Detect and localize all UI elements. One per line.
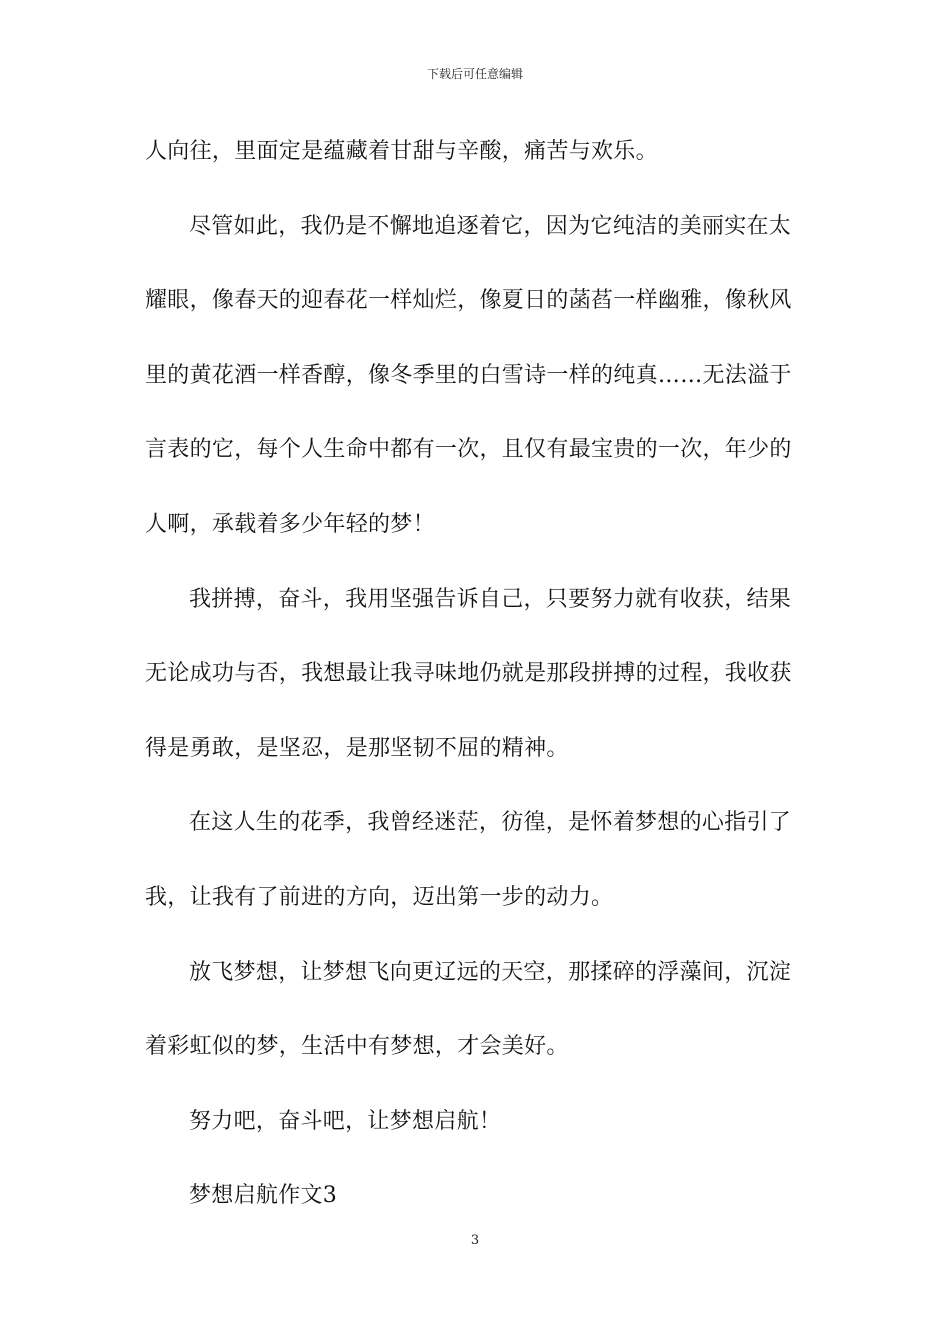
text-line: 里的黄花酒一样香醇，像冬季里的白雪诗一样的纯真……无法溢于 — [145, 362, 792, 388]
text-line: 言表的它，每个人生命中都有一次，且仅有最宝贵的一次，年少的 — [145, 437, 792, 463]
section-heading: 梦想启航作文3 — [189, 1183, 338, 1209]
document-body — [145, 128, 810, 1247]
text-line: 在这人生的花季，我曾经迷茫，彷徨，是怀着梦想的心指引了 — [189, 810, 792, 836]
text-line: 放飞梦想，让梦想飞向更辽远的天空，那揉碎的浮藻间，沉淀 — [189, 959, 792, 985]
text-line: 得是勇敢，是坚忍，是那坚韧不屈的精神。 — [145, 735, 569, 761]
text-line: 我拼搏，奋斗，我用坚强告诉自己，只要努力就有收获，结果 — [189, 586, 792, 612]
text-line: 着彩虹似的梦，生活中有梦想，才会美好。 — [145, 1034, 569, 1060]
text-line: 无论成功与否，我想最让我寻味地仍就是那段拼搏的过程，我收获 — [145, 661, 792, 687]
text-line: 人啊，承载着多少年轻的梦！ — [145, 511, 435, 537]
text-line: 耀眼，像春天的迎春花一样灿烂，像夏日的菡萏一样幽雅，像秋风 — [145, 288, 792, 314]
page-number: 3 — [470, 1233, 480, 1248]
text-line: 我，让我有了前进的方向，迈出第一步的动力。 — [145, 884, 614, 910]
text-line: 尽管如此，我仍是不懈地追逐着它，因为它纯洁的美丽实在太 — [189, 213, 792, 239]
text-line: 努力吧，奋斗吧，让梦想启航！ — [189, 1108, 502, 1134]
text-line: 人向往，里面定是蕴藏着甘甜与辛酸，痛苦与欢乐。 — [145, 139, 658, 164]
page-header: 下载后可任意编辑 — [426, 67, 523, 81]
